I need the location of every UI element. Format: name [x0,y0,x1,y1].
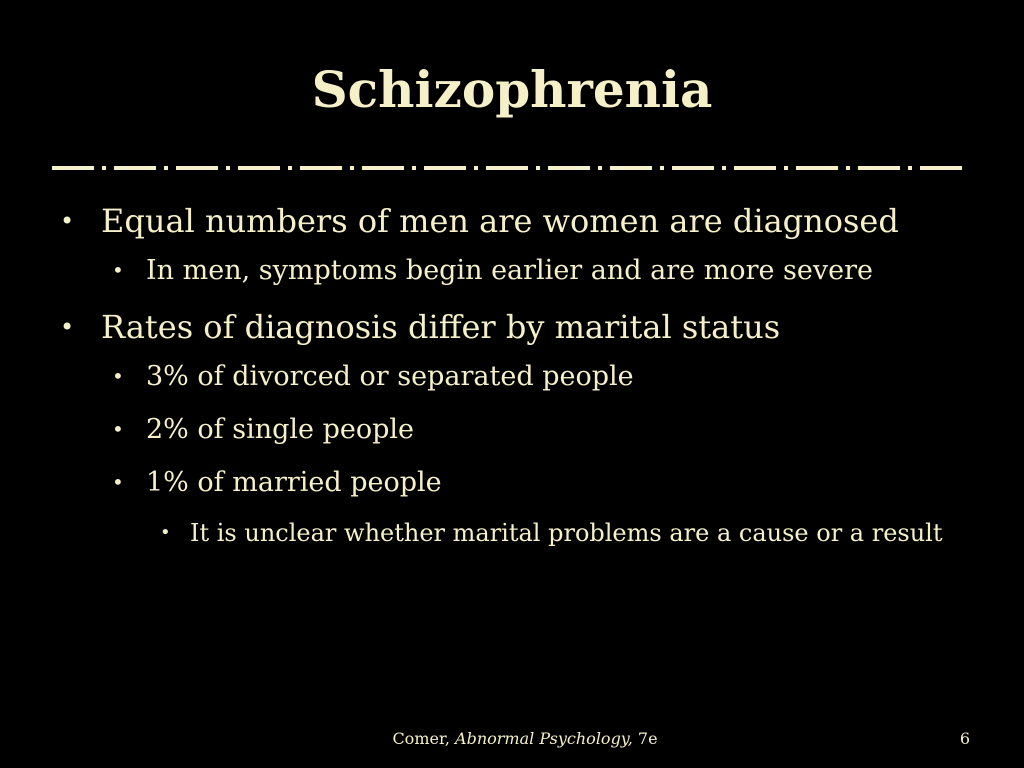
footer-edition: 7e [637,729,658,748]
divider-dot [226,166,230,170]
sub-bullet-item [58,465,978,500]
bullet-dot-icon: • [112,258,124,282]
bullet-dot-icon: • [60,207,75,235]
sub-bullet-item [58,412,978,447]
divider-dot [474,166,478,170]
divider-dot [164,166,168,170]
divider-dash [610,166,652,170]
bullet-dot-icon: • [112,364,124,388]
divider-dot [598,166,602,170]
bullet-dot-icon: • [160,522,171,543]
footer-author: Comer, [392,729,450,748]
sub-bullet-item [58,253,978,288]
bullet-item [58,306,978,349]
divider-dash [548,166,590,170]
divider-dash [114,166,156,170]
divider-dash [52,166,94,170]
divider-dash [238,166,280,170]
bullet-dot-icon: • [112,417,124,441]
bullet-list [58,200,978,558]
divider-dash [734,166,776,170]
dash-dot-divider [52,164,972,172]
bullet-text: Rates of diagnosis differ by marital status [101,308,781,346]
divider-dot [722,166,726,170]
divider-dot [536,166,540,170]
divider-dot [660,166,664,170]
divider-dot [412,166,416,170]
bullet-text: In men, symptoms begin earlier and are more severe [146,255,873,286]
divider-dot [846,166,850,170]
divider-dash [424,166,466,170]
sub-bullet-item [58,359,978,394]
divider-dot [908,166,912,170]
divider-dot [102,166,106,170]
bullet-text: It is unclear whether marital problems are a cause or a result [190,519,943,547]
bullet-item [58,200,978,243]
divider-dash [176,166,218,170]
bullet-text: 3% of divorced or separated people [146,361,634,392]
divider-dot [784,166,788,170]
slide-title: Schizophrenia [311,60,713,119]
divider-dash [796,166,838,170]
bullet-text: 2% of single people [146,414,415,445]
footer-book-title: Abnormal Psychology, [455,729,633,748]
divider-dash [858,166,900,170]
page-number: 6 [959,729,970,748]
divider-dash [486,166,528,170]
divider-dot [288,166,292,170]
divider-dash [672,166,714,170]
divider-dot [350,166,354,170]
bullet-text: 1% of married people [146,467,442,498]
bullet-dot-icon: • [60,313,75,341]
footer-source [0,728,1024,750]
divider-dash [920,166,962,170]
sub-sub-bullet-item [58,518,978,548]
divider-dash [300,166,342,170]
bullet-text: Equal numbers of men are women are diagnosed [101,202,899,240]
divider-dash [362,166,404,170]
bullet-dot-icon: • [112,470,124,494]
